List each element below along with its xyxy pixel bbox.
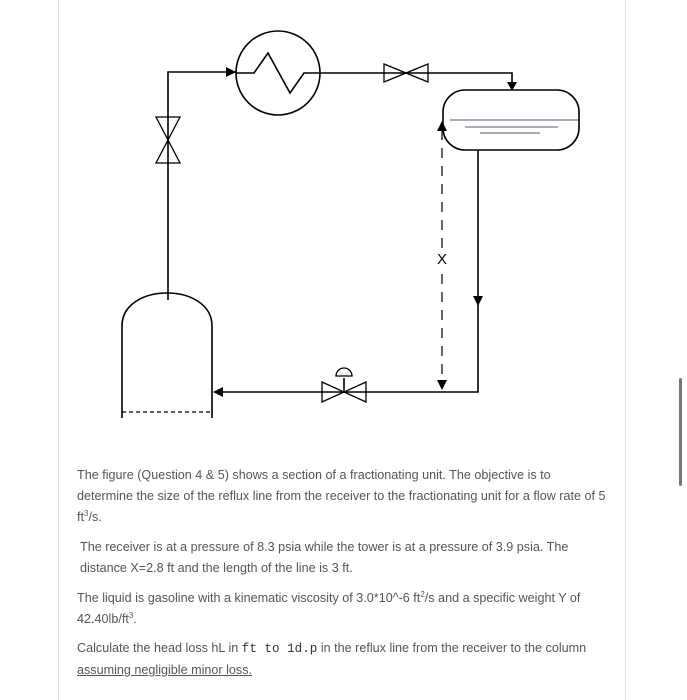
assumption-note: assuming negligible minor loss. [77,663,252,677]
heat-exchanger-zigzag [236,53,320,93]
top-line [320,73,512,88]
dimension-label-x: X [436,251,448,268]
tower-vessel [122,293,212,418]
paragraph-fluid-properties: The liquid is gasoline with a kinematic viscosity of 3.0*10^-6 $ft^2/s$ and a specific weight Y of $42.40lb/ft^3$. [77,589,581,626]
left-return-line [168,72,236,300]
precision-note: ft to 1d.p [241,642,318,656]
paragraph-pressures: The receiver is at a pressure of 8.3 psia while the tower is at a pressure of 3.9 psia. The distance X=2.8 ft and the length of the line is 3 ft. [80,540,569,575]
paragraph-question: Calculate the head loss hL in ft to 1d.p in the reflux line from the receiver to the column assuming negligible minor loss. [77,641,587,677]
arrow-down-reflux [473,296,483,306]
arrow-into-exchanger [226,67,236,77]
dimension-arrow-top [437,121,447,131]
reflux-line [216,150,478,392]
arrow-into-tower [213,387,223,397]
paragraph-problem-intro: The figure (Question 4 & 5) shows a section of a fractionating unit. The objective is to determine the size of the reflux line from the receiver to the fractionating unit for a flow rate of 5 $ft^3/s$. [77,468,606,524]
dimension-arrow-bottom [437,380,447,390]
bottom-valve-handle [336,368,352,376]
